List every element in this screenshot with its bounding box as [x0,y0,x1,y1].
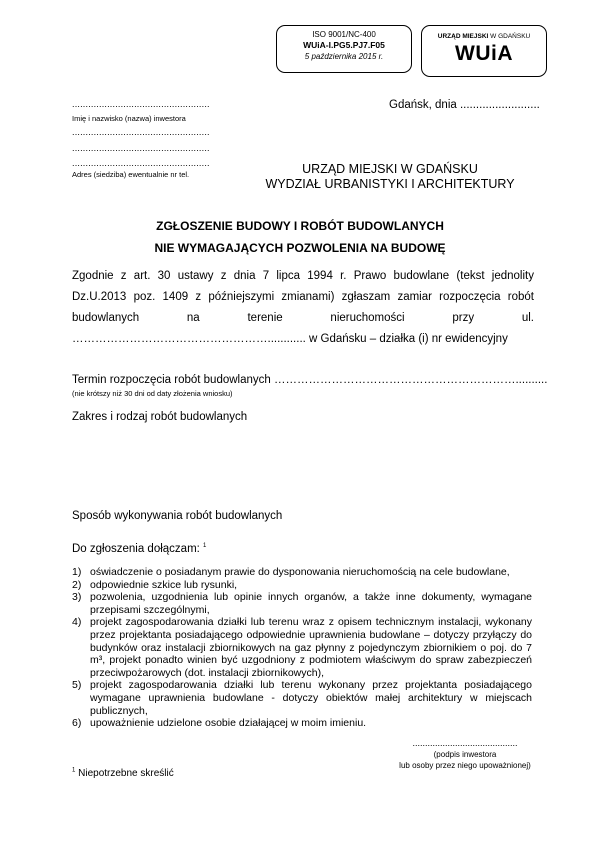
list-item: 6) upoważnienie udzielone osobie działającej w moim imieniu. [72,717,367,730]
document-title [60,215,540,259]
investor-address-field-1[interactable]: ................................................... [72,127,210,137]
addressee-line-1: URZĄD MIEJSKI W GDAŃSKU [302,162,478,176]
investor-address-field-2[interactable]: ................................................... [72,143,210,153]
intro-paragraph: Zgodnie z art. 30 ustawy z dnia 7 lipca 1994 r. Prawo budowlane (tekst jednolity Dz.U.2013 poz. 1409 z późniejszymi zmianami) zgłaszam zamiar rozpoczęcia robót budowlanych na terenie nieruchomości przy ul. ……………………………………………............ w Gdańsku – działka (i) nr ewidencyjny [72,270,534,345]
list-item: 3) pozwolenia, uzgodnienia lub opinie innych organów, a także inne dokumenty, wymagane przepisami szczególnymi, [72,591,532,616]
signature-block [390,738,540,771]
list-item: 5) projekt zagospodarowania działki lub terenu wykonany przez projektanta posiadającego wymagane uprawnienia budowlane - dotyczy obiektów małej architektury w miejscach publicznych, [72,679,532,717]
investor-address-caption: Adres (siedziba) ewentualnie nr tel. [72,170,190,179]
signature-field[interactable]: .......................................... [412,738,518,748]
iso-code-box [276,25,412,73]
form-date: 5 października 2015 r. [304,52,384,61]
addressee [250,162,530,192]
investor-address-field-3[interactable]: ................................................... [72,158,210,168]
investor-name-field[interactable]: ................................................... [72,99,210,109]
signature-caption-2: lub osoby przez niego upoważnionej) [399,761,531,770]
place-date-field[interactable]: Gdańsk, dnia ......................... [389,99,540,111]
investor-name-caption: Imię i nazwisko (nazwa) inwestora [72,114,186,123]
start-term-field[interactable]: Termin rozpoczęcia robót budowlanych ……………………………………………………….......... [72,374,548,386]
attachments-heading: Do zgłoszenia dołączam: $^1$ [72,543,207,555]
list-item: 1) oświadczenie o posiadanym prawie do dysponowania nieruchomością na cele budowlane, [72,566,510,578]
office-name-small: URZĄD MIEJSKI W GDAŃSKU [437,33,531,40]
list-item: 4) projekt zagospodarowania działki lub terenu wraz z opisem technicznym instalacji, wykonany przez projektanta posiadającego odpowiednie uprawnienia budowlane – dotyczy przyłączy do budynków oraz instalacji zbiornikowych na gaz płynny z pojedynczym zbiornikiem o poj. do 7 m³, projekt ponadto winien być uzgodniony z podmiotem właściwym do spraw zabezpieczeń przeciwpożarowych (dot. instalacji zbiornikowych), [72,616,532,679]
addressee-line-2: WYDZIAŁ URBANISTYKI I ARCHITEKTURY [265,177,515,191]
start-term-note: (nie krótszy niż 30 dni od daty złożenia wniosku) [72,389,233,398]
footnote: $^1$ Niepotrzebne skreślić [72,767,174,779]
form-code: WUiA-I.PG5.PJ7.F05 [303,40,385,50]
office-logo-box [421,25,547,77]
scope-label: Zakres i rodzaj robót budowlanych [72,411,248,423]
iso-standard: ISO 9001/NC-400 [312,30,376,39]
attachments-list [72,566,532,730]
wuia-logo: WUiA [455,42,513,65]
title-line-1: ZGŁOSZENIE BUDOWY I ROBÓT BUDOWLANYCH [156,219,444,233]
signature-caption-1: (podpis inwestora [433,750,497,759]
title-line-2: NIE WYMAGAJĄCYCH POZWOLENIA NA BUDOWĘ [154,241,446,255]
list-item: 2) odpowiednie szkice lub rysunki, [72,578,238,591]
method-label: Sposób wykonywania robót budowlanych [72,510,283,522]
